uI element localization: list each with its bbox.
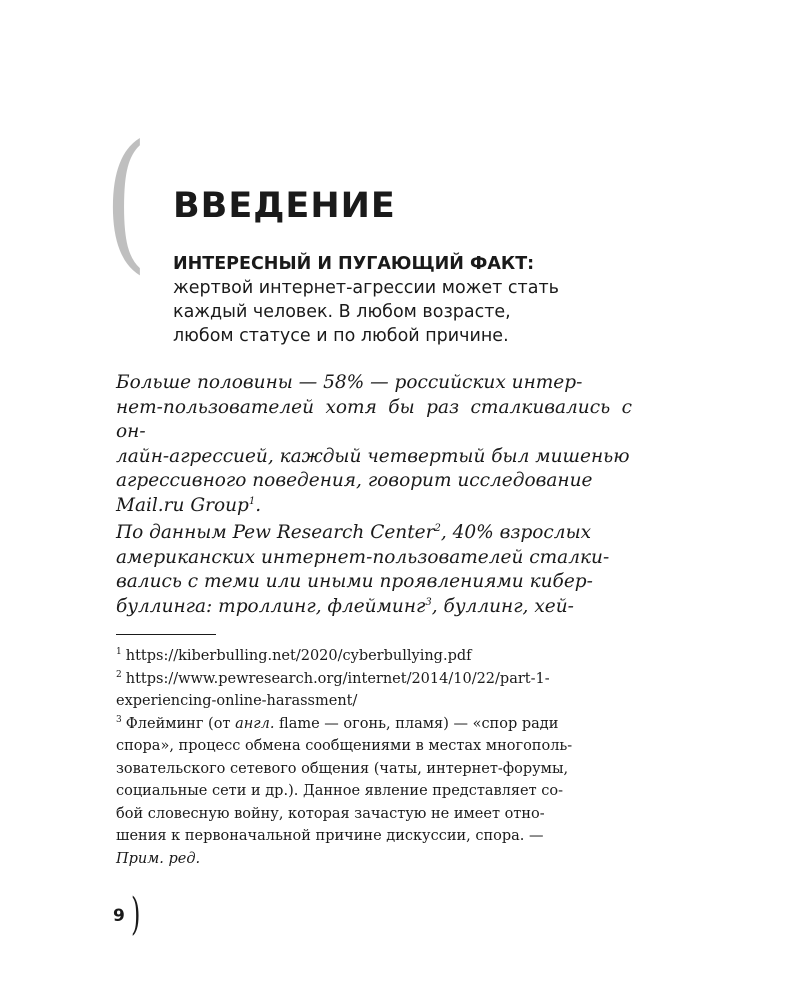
footnote-3-text-b: flame — огонь, пламя) — «спор ради спора», процесс обмена сообщениями в местах многополь- зовательского сетевого общения (чаты, интернет-форумы, социальные сети и др.). Данное явление представляет со- бой словесную войну, которая зачастую не имеет отно- шения к первоначальной причине дискуссии, спора. — bbox=[116, 715, 573, 844]
lead-heading: ИНТЕРЕСНЫЙ И ПУГАЮЩИЙ ФАКТ: bbox=[173, 254, 535, 274]
footnote-3 bbox=[116, 713, 632, 871]
footnote-1 bbox=[116, 645, 632, 668]
footnote-1-link: https://kiberbulling.net/2020/cyberbullying.pdf bbox=[125, 648, 472, 664]
p2-text-c: , буллинг, хей- bbox=[431, 595, 574, 617]
footnote-3-text-a: Флейминг (от bbox=[125, 715, 236, 732]
footnote-3-editor-note: Прим. ред. bbox=[116, 850, 201, 867]
footnote-3-italic: англ. bbox=[235, 715, 275, 732]
footnote-1-number: 1 bbox=[116, 647, 122, 658]
footnote-divider bbox=[116, 634, 216, 635]
footnote-ref-3: 3 bbox=[425, 596, 432, 608]
chapter-lead bbox=[173, 252, 643, 348]
lead-body: жертвой интернет-агрессии может стать каждый человек. В любом возрасте, любом статусе и по любой причине. bbox=[173, 278, 559, 346]
footnote-2 bbox=[116, 668, 632, 713]
page-number-parenthesis: ) bbox=[131, 889, 141, 940]
body-paragraph-1 bbox=[116, 371, 632, 518]
page-number: 9 bbox=[113, 906, 125, 926]
p2-text-b: , 40% взрослых американских интернет-пользователей сталки- вались с теми или иными проявлениями кибер- буллинга: троллинг, флейминг bbox=[116, 522, 610, 617]
footnotes bbox=[116, 645, 632, 870]
footnote-2-number: 2 bbox=[116, 669, 122, 680]
body-paragraph-2 bbox=[116, 521, 632, 619]
chapter-title: ВВЕДЕНИЕ bbox=[173, 186, 396, 226]
p1-text: Больше половины — 58% — российских интер- нет-пользователей хотя бы раз сталкивались с он- лайн-агрессией, каждый четвертый был мишенью агрессивного поведения, говорит исследование Mail.ru Group bbox=[116, 372, 632, 516]
p2-text-a: По данным Pew Research Center bbox=[116, 522, 435, 543]
footnote-3-number: 3 bbox=[116, 714, 122, 725]
footnote-ref-1: 1 bbox=[248, 495, 256, 507]
p1-end: . bbox=[255, 494, 262, 516]
footnote-2-link: https://www.pewresearch.org/internet/2014/10/22/part-1- experiencing-online-harassment/ bbox=[116, 670, 550, 709]
footnote-ref-2: 2 bbox=[434, 522, 441, 534]
chapter-decorative-parenthesis: ( bbox=[104, 114, 148, 288]
